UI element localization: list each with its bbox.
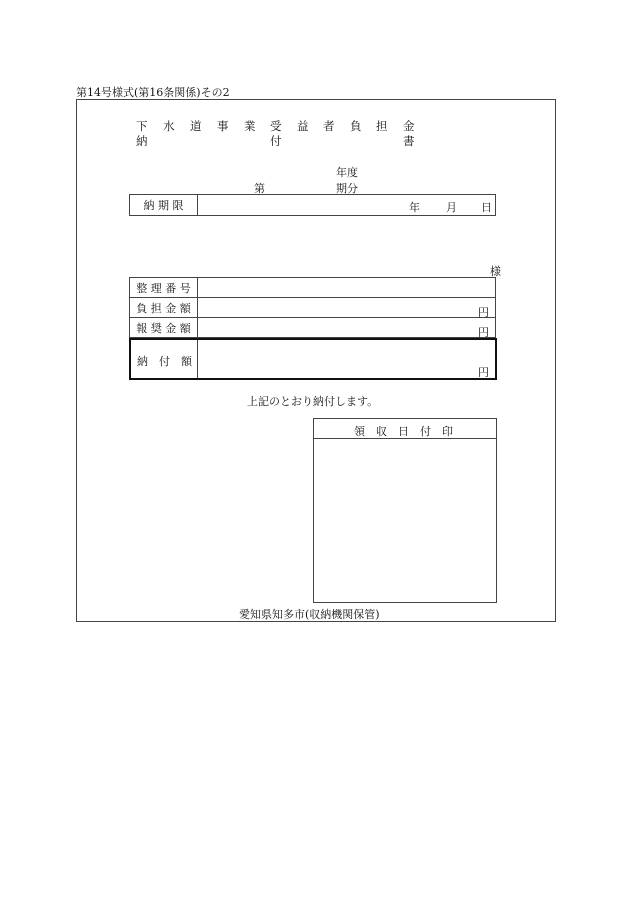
incentive-amount-label: 報 奨 金 額 xyxy=(130,318,198,338)
title-char: 負 xyxy=(350,119,362,133)
form-id: 第14号様式(第16条関係)その2 xyxy=(76,86,230,99)
contribution-amount-label: 負 担 金 額 xyxy=(130,298,198,318)
title-char: 書 xyxy=(403,134,415,148)
payment-amount-field[interactable] xyxy=(198,340,495,378)
amount-table xyxy=(129,277,496,338)
title-char: 業 xyxy=(244,119,256,133)
installment-prefix: 第 xyxy=(254,182,265,195)
issuer-footer: 愛知県知多市(収納機関保管) xyxy=(239,608,380,621)
stamp-header-text: 領 収 日 付 印 xyxy=(354,425,453,438)
stamp-header xyxy=(314,419,496,439)
title-char: 付 xyxy=(270,134,282,148)
reference-number-label: 整 理 番 号 xyxy=(130,278,198,298)
yen-unit: 円 xyxy=(478,366,489,379)
contribution-amount-field[interactable] xyxy=(198,298,496,318)
yen-unit: 円 xyxy=(478,306,489,319)
title-char: 下 xyxy=(136,119,148,133)
payment-statement: 上記のとおり納付します。 xyxy=(247,395,379,408)
deadline-table xyxy=(129,194,496,216)
title-char: 道 xyxy=(190,119,202,133)
payment-amount-box xyxy=(129,338,497,380)
title-char: 担 xyxy=(376,119,388,133)
title-char: 益 xyxy=(297,119,309,133)
reference-number-field[interactable] xyxy=(198,278,496,298)
title-char: 金 xyxy=(403,119,415,133)
title-char: 納 xyxy=(136,134,148,148)
stamp-area[interactable] xyxy=(314,439,496,602)
deadline-label: 納 期 限 xyxy=(130,195,198,216)
deadline-value-cell[interactable] xyxy=(198,195,496,216)
incentive-amount-field[interactable] xyxy=(198,318,496,338)
year-label: 年 xyxy=(409,201,420,214)
title-char: 受 xyxy=(270,119,282,133)
title-char: 者 xyxy=(323,119,335,133)
month-label: 月 xyxy=(446,201,457,214)
title-char: 事 xyxy=(217,119,229,133)
day-label: 日 xyxy=(481,201,492,214)
installment-suffix: 期分 xyxy=(336,182,358,195)
receipt-stamp-box xyxy=(313,418,497,603)
payment-amount-label: 納 付 額 xyxy=(137,355,192,368)
fiscal-year-label: 年度 xyxy=(336,166,358,179)
yen-unit: 円 xyxy=(478,326,489,339)
title-char: 水 xyxy=(163,119,175,133)
payment-amount-label-cell xyxy=(131,340,198,378)
honorific-sama: 様 xyxy=(490,265,501,278)
